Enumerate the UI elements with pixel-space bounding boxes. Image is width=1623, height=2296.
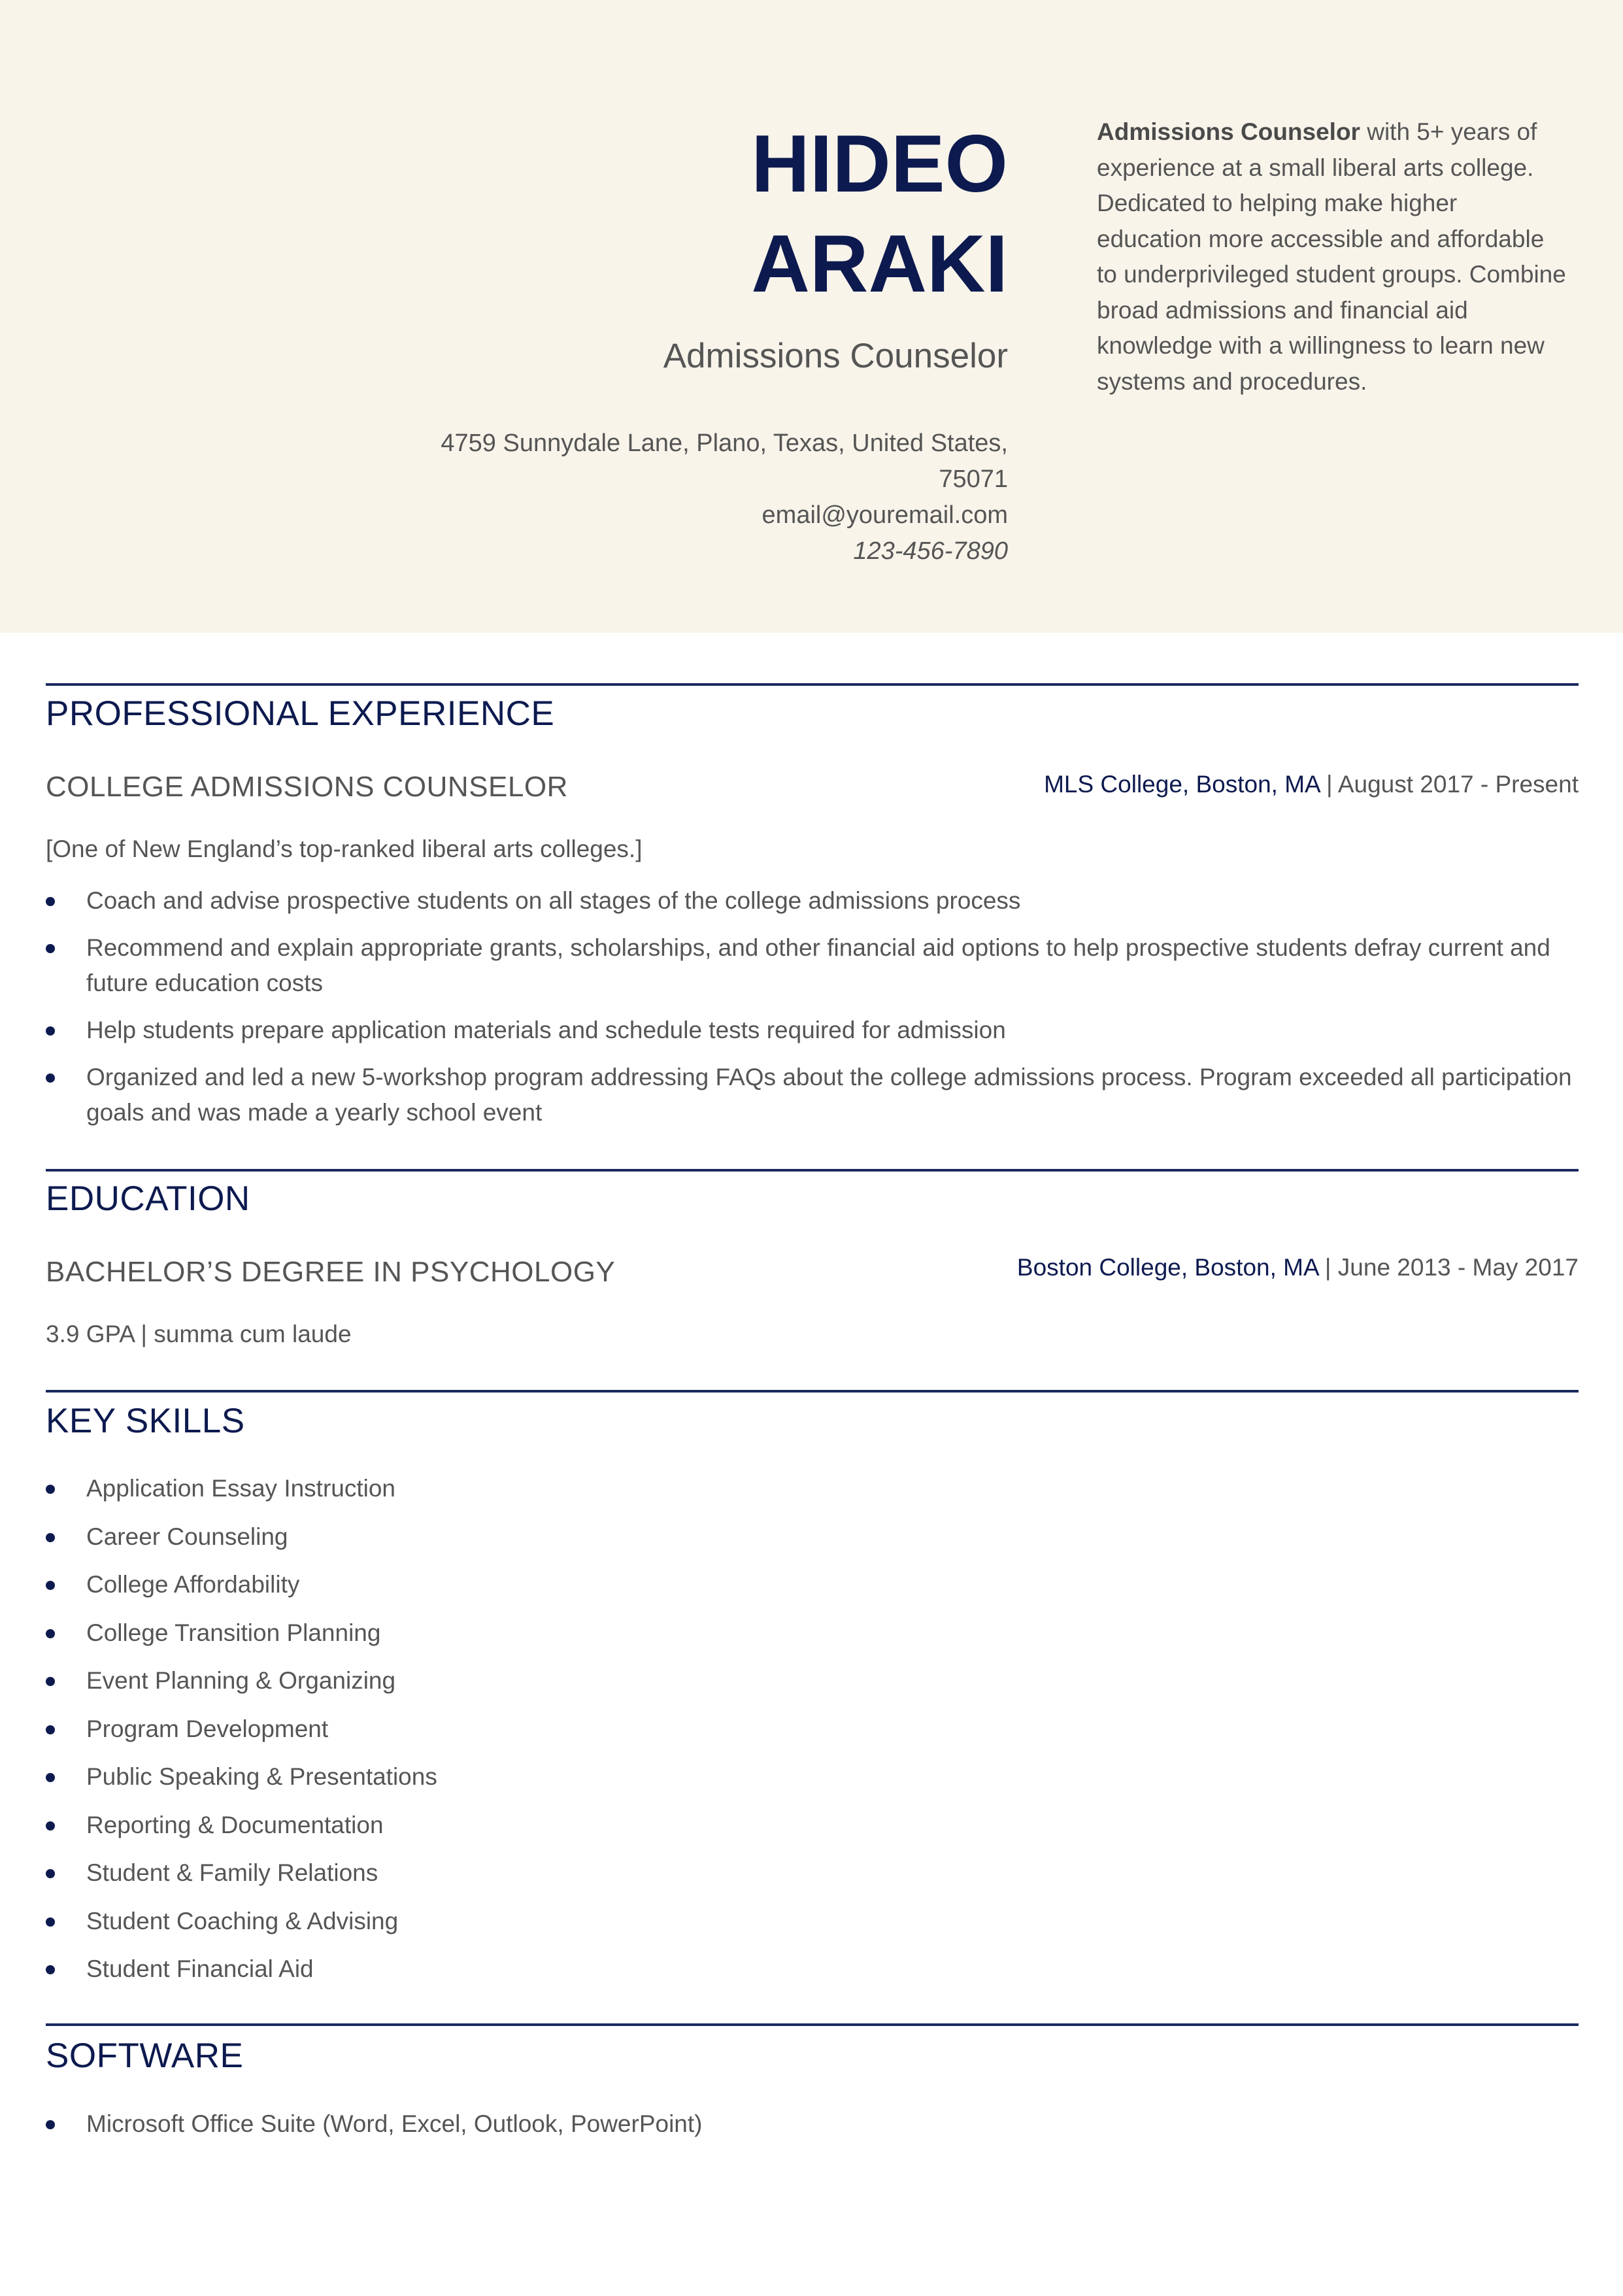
- skills-section-title: KEY SKILLS: [46, 1402, 245, 1440]
- skill-item: [46, 1663, 1579, 1698]
- skill-item: [46, 1855, 1579, 1891]
- bullet-icon: [46, 1485, 55, 1494]
- skill-item-text: Student Financial Aid: [86, 1955, 314, 1982]
- experience-role: COLLEGE ADMISSIONS COUNSELOR: [46, 771, 568, 803]
- bullet-icon: [46, 1677, 55, 1686]
- skill-item-text: Student Coaching & Advising: [86, 1907, 399, 1934]
- section-divider: [46, 1390, 1579, 1393]
- software-item: [46, 2106, 1579, 2142]
- last-name: ARAKI: [751, 219, 1008, 309]
- bullet-icon: [46, 1725, 55, 1734]
- email: email@youremail.com: [761, 501, 1008, 529]
- skill-item: [46, 1567, 1579, 1602]
- skill-item-text: Application Essay Instruction: [86, 1475, 396, 1502]
- phone: 123-456-7890: [853, 537, 1008, 565]
- experience-bullet-text: Organized and led a new 5-workshop program addressing FAQs about the college admissions process. Program exceeded all participation goals and was made a yearly school event: [86, 1064, 1572, 1126]
- section-divider: [46, 683, 1579, 686]
- skill-item-text: Program Development: [86, 1715, 329, 1742]
- bullet-icon: [46, 1629, 55, 1638]
- bullet-icon: [46, 1869, 55, 1878]
- address-line-2: 75071: [939, 465, 1008, 493]
- first-name: HIDEO: [751, 119, 1008, 209]
- candidate-name: [420, 114, 1008, 314]
- bullet-icon: [46, 1821, 55, 1831]
- education-section-title: EDUCATION: [46, 1179, 250, 1218]
- education-degree: BACHELOR’S DEGREE IN PSYCHOLOGY: [46, 1256, 616, 1288]
- skill-item-text: College Transition Planning: [86, 1619, 381, 1646]
- skill-item-text: Event Planning & Organizing: [86, 1667, 396, 1694]
- address-line-1: 4759 Sunnydale Lane, Plano, Texas, United States,: [441, 430, 1008, 457]
- experience-org: MLS College, Boston, MA: [1044, 771, 1320, 798]
- skill-item-text: College Affordability: [86, 1571, 300, 1598]
- software-list: [46, 2106, 1579, 2142]
- skill-item: [46, 1471, 1579, 1506]
- experience-description: [One of New England’s top-ranked liberal arts colleges.]: [46, 836, 643, 862]
- bullet-icon: [46, 1917, 55, 1927]
- education-meta: [1017, 1251, 1579, 1284]
- experience-bullet-text: Help students prepare application materials and schedule tests required for admission: [86, 1017, 1006, 1043]
- experience-bullets: [46, 883, 1579, 1130]
- skills-list: [46, 1471, 1579, 1987]
- bullet-icon: [46, 897, 55, 906]
- bullet-icon: [46, 1773, 55, 1782]
- skill-item: [46, 1759, 1579, 1795]
- job-title: Admissions Counselor: [663, 337, 1008, 375]
- skill-item: [46, 1904, 1579, 1939]
- education-details: 3.9 GPA | summa cum laude: [46, 1321, 352, 1347]
- skill-item: [46, 1712, 1579, 1747]
- experience-bullet: [46, 883, 1579, 919]
- experience-bullet: [46, 930, 1579, 1001]
- experience-bullet-text: Coach and advise prospective students on all stages of the college admissions process: [86, 887, 1021, 914]
- experience-meta: [1044, 768, 1579, 801]
- section-divider: [46, 2023, 1579, 2026]
- skill-item-text: Public Speaking & Presentations: [86, 1763, 437, 1790]
- bullet-icon: [46, 1026, 55, 1036]
- experience-bullet: [46, 1013, 1579, 1048]
- bullet-icon: [46, 1533, 55, 1542]
- professional-summary: [1097, 114, 1567, 399]
- resume-header: [0, 0, 1623, 633]
- experience-bullet-text: Recommend and explain appropriate grants, scholarships, and other financial aid options to help prospective students defray current and future education costs: [86, 934, 1550, 996]
- experience-bullet: [46, 1060, 1579, 1130]
- summary-text: with 5+ years of experience at a small liberal arts college. Dedicated to helping make higher education more accessible and affordable to underprivileged student groups. Combine broad admissions and financial aid knowledge with a willingness to learn new systems and procedures.: [1097, 118, 1566, 395]
- skill-item: [46, 1615, 1579, 1651]
- software-item-text: Microsoft Office Suite (Word, Excel, Outlook, PowerPoint): [86, 2110, 703, 2137]
- education-dates: | June 2013 - May 2017: [1318, 1254, 1579, 1281]
- bullet-icon: [46, 1581, 55, 1590]
- summary-bold: Admissions Counselor: [1097, 118, 1360, 145]
- bullet-icon: [46, 944, 55, 953]
- software-section-title: SOFTWARE: [46, 2036, 244, 2075]
- skill-item-text: Career Counseling: [86, 1523, 288, 1550]
- skill-item-text: Student & Family Relations: [86, 1859, 378, 1886]
- contact-info: [420, 426, 1008, 569]
- skill-item: [46, 1951, 1579, 1987]
- section-divider: [46, 1169, 1579, 1172]
- bullet-icon: [46, 1965, 55, 1974]
- bullet-icon: [46, 1073, 55, 1083]
- skill-item: [46, 1519, 1579, 1555]
- experience-dates: | August 2017 - Present: [1319, 771, 1579, 798]
- skill-item-text: Reporting & Documentation: [86, 1811, 384, 1838]
- education-org: Boston College, Boston, MA: [1016, 1254, 1318, 1281]
- bullet-icon: [46, 2120, 55, 2129]
- experience-section-title: PROFESSIONAL EXPERIENCE: [46, 694, 555, 733]
- skill-item: [46, 1808, 1579, 1843]
